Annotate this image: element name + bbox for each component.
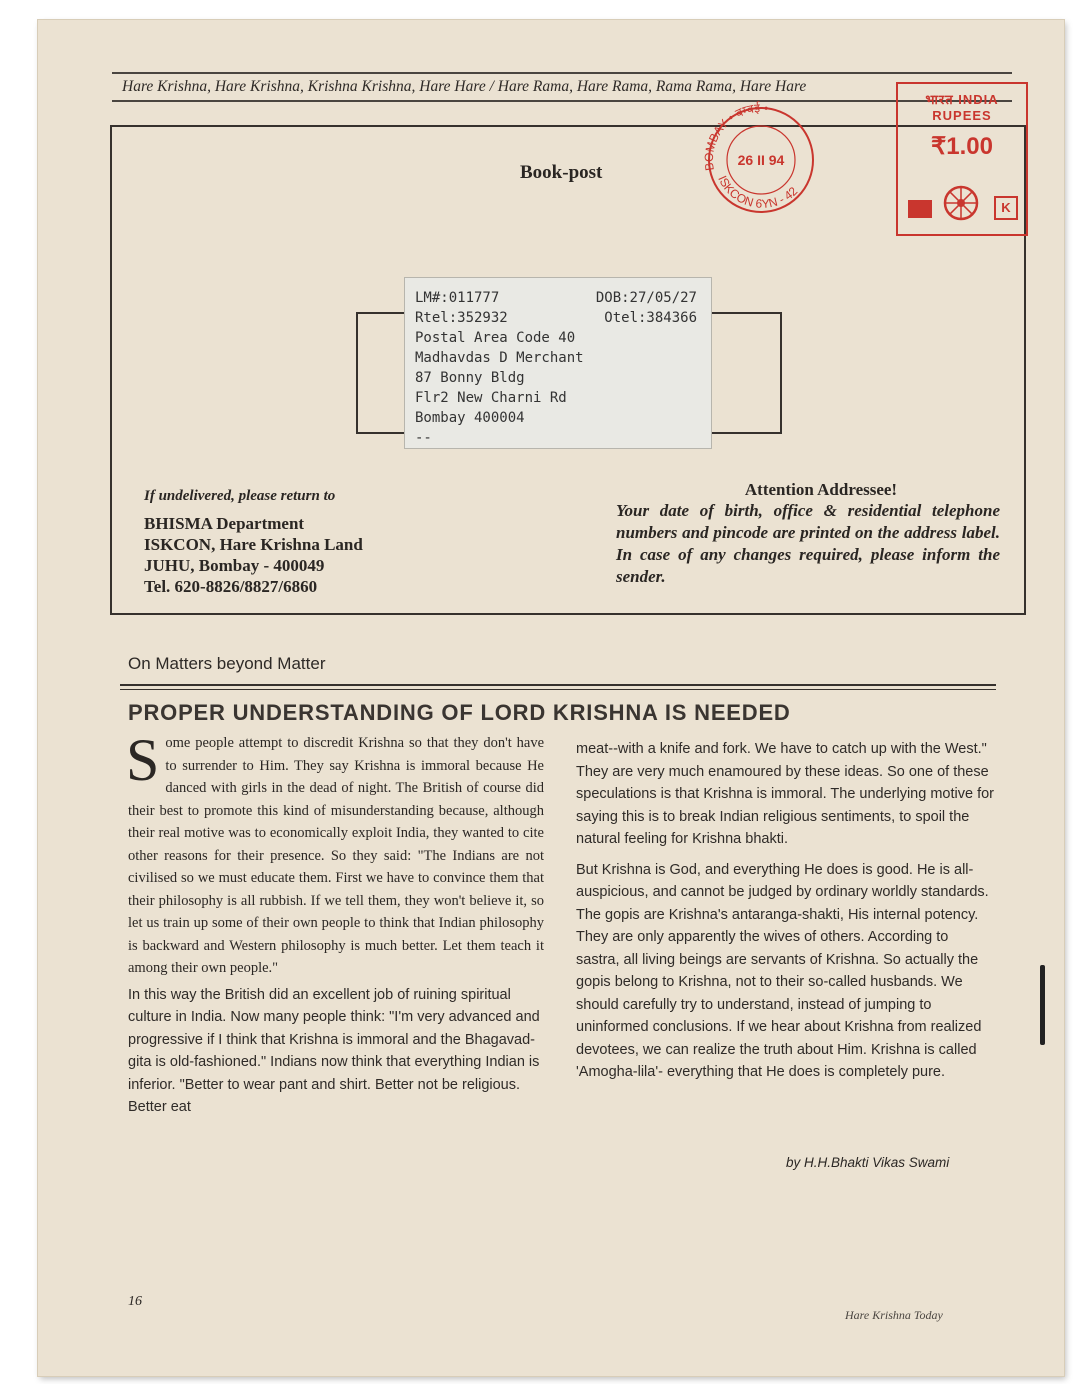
postmark-stamp: [692, 100, 830, 218]
divider: [120, 684, 996, 686]
return-address: [144, 488, 464, 597]
return-line: JUHU, Bombay - 400049: [144, 556, 325, 575]
return-line: BHISMA Department: [144, 514, 305, 533]
label-rtel: Rtel:352932: [415, 310, 508, 326]
label-line: Madhavdas D Merchant: [415, 350, 584, 366]
meter-country: भारत INDIA: [925, 92, 999, 107]
section-title: On Matters beyond Matter: [128, 654, 326, 673]
mantra-banner: Hare Krishna, Hare Krishna, Krishna Krishna, Hare Hare / Hare Rama, Hare Rama, Rama Rama, Hare Hare: [112, 72, 1012, 102]
label-line: Bombay 400004: [415, 410, 525, 426]
meter-amount: ₹1.00: [931, 133, 993, 160]
postmark-top-text: BOMBAY • बम्बई •: [701, 100, 769, 172]
address-bracket-left: [356, 312, 408, 434]
article-column-right: [576, 738, 994, 1092]
label-lm: LM#:011777: [415, 290, 500, 306]
return-intro: If undelivered, please return to: [144, 488, 336, 504]
article-paragraph: ome people attempt to discredit Krishna so that they don't have to surrender to Him. They say Krishna is immoral because He danced with girls in the dead of night. The British of course did their best to promote this kind of misunderstanding because, although their real motive was to economically exploit India, they wanted to cite other reasons for their presence. So they said: "The Indians are not civilised so we must educate them. First we have to convince them that their philosophy is all rubbish. If we tell them, they won't believe it, so let us train up some of their own people to think that Indian philosophy is backward and Western philosophy is much better. Let them teach it among their own people.": [128, 735, 544, 976]
label-line: --: [415, 430, 432, 446]
book-post-label: Book-post: [520, 162, 603, 183]
address-bracket-right: [710, 312, 782, 434]
article-column-left: [126, 727, 544, 1119]
label-line: Flr2 New Charni Rd: [415, 390, 567, 406]
postmark-bottom-text: ISKCON 6YN - 42: [715, 173, 801, 211]
attention-body: Your date of birth, office & residential telephone numbers and pincode are printed on the address label. In case of any changes required, please inform the sender.: [616, 501, 1000, 586]
article-headline: PROPER UNDERSTANDING OF LORD KRISHNA IS NEEDED: [128, 700, 791, 725]
drop-cap: S: [126, 727, 160, 793]
label-line: Postal Area Code 40: [415, 330, 576, 346]
byline: by H.H.Bhakti Vikas Swami: [786, 1155, 950, 1170]
publication-footer: Hare Krishna Today: [845, 1308, 943, 1322]
article-paragraph: meat--with a knife and fork. We have to catch up with the West." They are very much enamoured by these ideas. So one of these speculations is that Krishna is immoral. The underlying motive for saying this is to break Indian religious sentiments, to spoil the natural feeling for Krishna bhakti.: [576, 741, 995, 847]
divider: [120, 689, 996, 690]
article-paragraph: In this way the British did an excellent job of ruining spiritual culture in India. Now many people think: "I'm very advanced and progressive if I think that Krishna is immoral and the Bhagavad-gita is old-fashioned." Indians now think that everything Indian is inferior. "Better to wear pant and shirt. Better not be religious. Better eat: [128, 986, 540, 1115]
attention-heading: Attention Addressee!: [744, 480, 898, 499]
postmark-date: 26 II 94: [737, 152, 785, 168]
staple: [1040, 965, 1045, 1045]
return-line: ISKCON, Hare Krishna Land: [144, 535, 363, 554]
return-line: Tel. 620-8826/8827/6860: [144, 577, 318, 596]
label-line: 87 Bonny Bldg: [415, 370, 525, 386]
meter-square-icon: [908, 200, 932, 218]
meter-letter: K: [994, 196, 1018, 220]
ashoka-chakra-icon: [942, 184, 980, 222]
attention-notice: [616, 480, 1000, 588]
article-paragraph: But Krishna is God, and everything He does is good. He is all-auspicious, and cannot be judged by ordinary worldly standards. The gopis are Krishna's antaranga-shakti, His internal potency. They are only apparently the wives of others. According to sastra, all living beings are servants of Krishna. So actually the gopis belong to Krishna, not to their so-called husbands. We should carefully try to understand, instead of jumping to uninformed conclusions. If we hear about Krishna from realized devotees, we can realize the truth about Him. Krishna is called 'Amogha-lila'- everything that He does is completely pure.: [576, 861, 989, 1080]
meter-currency: RUPEES: [932, 108, 992, 123]
label-otel: Otel:384366: [604, 310, 697, 326]
franking-meter: [896, 82, 1028, 236]
label-dob: DOB:27/05/27: [595, 290, 697, 306]
address-label: [404, 277, 712, 449]
page-number: 16: [128, 1294, 142, 1309]
